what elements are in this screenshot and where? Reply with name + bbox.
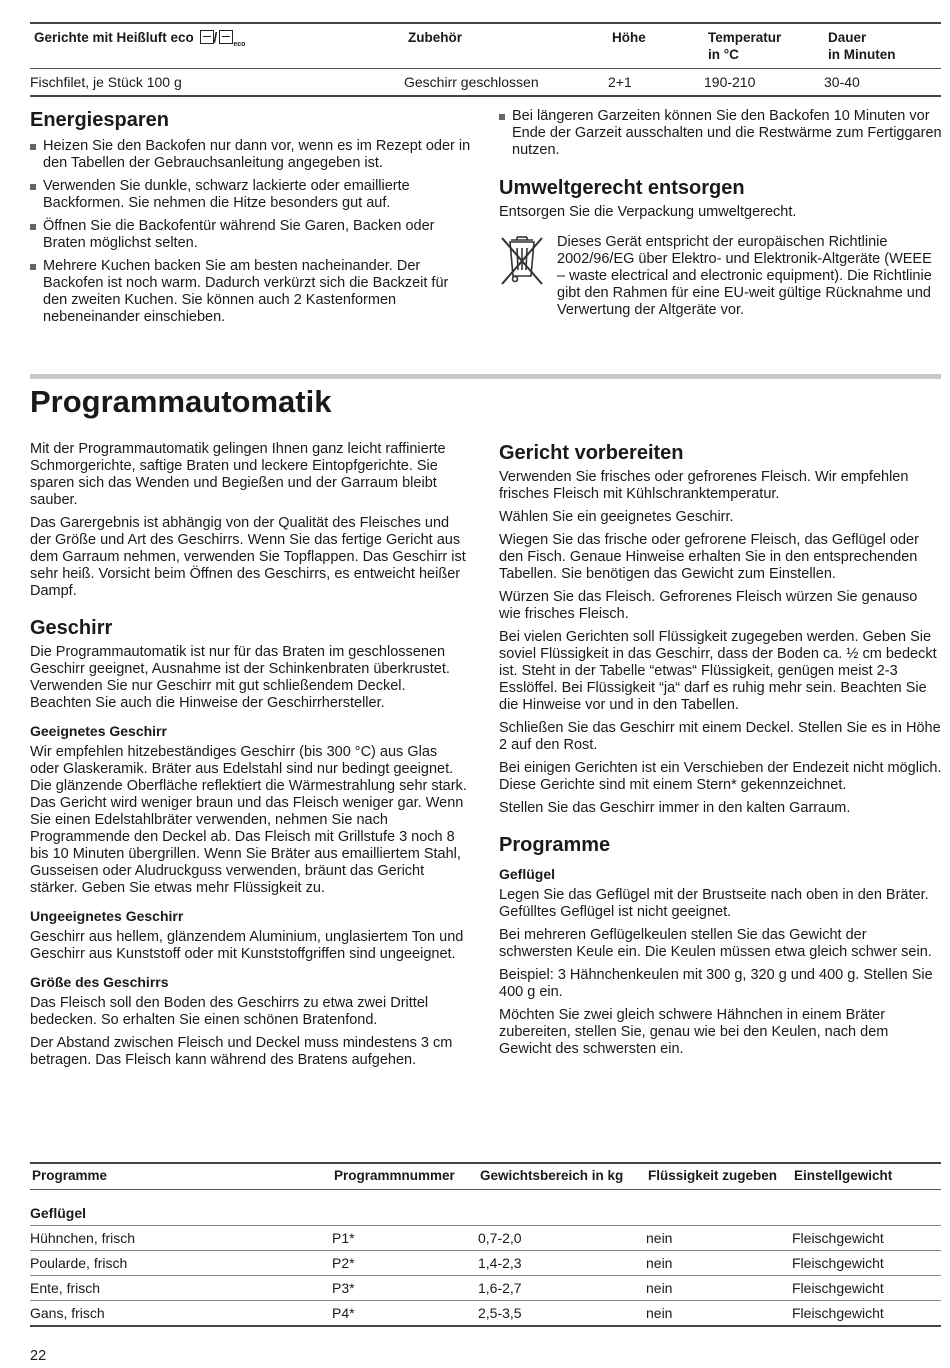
table-row — [30, 1276, 941, 1301]
bullet-icon — [499, 114, 505, 120]
cell-liquid: nein — [646, 1276, 792, 1301]
bullet-icon — [30, 264, 36, 270]
unsuitable-title: Ungeeignetes Geschirr — [30, 908, 184, 924]
col-header-duration — [824, 23, 941, 69]
table-group-row — [30, 1190, 941, 1226]
cell-setting-weight: Fleischgewicht — [792, 1276, 941, 1301]
disposal-intro: Entsorgen Sie die Verpackung umweltgerecht. — [499, 204, 797, 220]
poultry-title: Geflügel — [499, 866, 556, 882]
cell-accessory: Geschirr geschlossen — [404, 69, 608, 97]
cell-liquid: nein — [646, 1226, 792, 1251]
list-item — [30, 258, 475, 326]
cell-liquid: nein — [646, 1301, 792, 1327]
cookware-text: Die Programmautomatik ist nur für das Braten im geschlossenen Geschirr geeignet, Ausnahme ist der Schinkenbraten überkrustet. Verwenden Sie nur Geschirr mit gut schließendem Deckel. Beachten Sie auch die Hinweise der Geschirrhersteller. — [30, 644, 450, 711]
prepare-text-3: Wiegen Sie das frische oder gefrorene Fleisch, das Geflügel oder den Fisch. Genaue Hinweise erhalten Sie in den entsprechenden Tabellen. Sie benötigen das Gewicht zum Einstellen. — [499, 532, 919, 582]
cell-program-number: P2* — [332, 1251, 478, 1276]
eco-icon-label: eco — [233, 41, 246, 48]
table-row — [30, 1226, 941, 1251]
programs-text-2: Bei mehreren Geflügelkeulen stellen Sie das Gewicht der schwersten Keule ein. Die Keulen müssen etwa gleich schwer sein. — [499, 927, 932, 960]
col-header-liquid: Flüssigkeit zugeben — [646, 1163, 792, 1190]
cell-program: Hühnchen, frisch — [30, 1226, 332, 1251]
cell-weight-range: 1,4-2,3 — [478, 1251, 646, 1276]
suitable-title: Geeignetes Geschirr — [30, 723, 167, 739]
program-left-column — [30, 441, 470, 1075]
section-divider — [30, 374, 941, 379]
list-item — [30, 178, 475, 212]
col-header-temperature — [704, 23, 824, 69]
energy-bullet-list — [30, 138, 475, 326]
cell-setting-weight: Fleischgewicht — [792, 1251, 941, 1276]
cell-program-number: P1* — [332, 1226, 478, 1251]
programs-text-1: Legen Sie das Geflügel mit der Brustseite nach oben in den Bräter. Gefülltes Geflügel ist nicht geeignet. — [499, 887, 929, 920]
temp-line1: Temperatur — [708, 30, 782, 45]
size-title: Größe des Geschirrs — [30, 974, 169, 990]
table-row — [30, 1251, 941, 1276]
col-header-dish-label: Gerichte mit Heißluft eco — [34, 30, 194, 45]
cell-program-number: P3* — [332, 1276, 478, 1301]
table-row — [30, 69, 941, 97]
prepare-text-5: Bei vielen Gerichten soll Flüssigkeit zugegeben werden. Geben Sie soviel Flüssigkeit in das Geschirr, dass der Boden ca. ½ cm bedeckt ist. Steht in der Tabelle “etwas“ Flüssigkeit, genügen meist 2-3 Esslöffel. Bei Flüssigkeit “ja“ darf es ruhig mehr sein. Beachten Sie die Hinweise vor und in den Tabellen. — [499, 629, 937, 713]
bullet-text: Öffnen Sie die Backofentür während Sie Garen, Backen oder Braten möglichst selten. — [43, 218, 435, 251]
duration-line2: in Minuten — [828, 47, 896, 62]
cell-program-number: P4* — [332, 1301, 478, 1327]
group-label: Geflügel — [30, 1190, 941, 1226]
bullet-icon — [30, 224, 36, 230]
cookware-title: Geschirr — [30, 617, 113, 639]
cell-liquid: nein — [646, 1251, 792, 1276]
col-header-program: Programme — [30, 1163, 332, 1190]
prepare-text-6: Schließen Sie das Geschirr mit einem Deckel. Stellen Sie es in Höhe 2 auf den Rost. — [499, 720, 941, 753]
unsuitable-text: Geschirr aus hellem, glänzendem Aluminium, unglasiertem Ton und Geschirr aus Kunststoff oder mit Kunststoffgriffen sind ungeeignet. — [30, 929, 464, 962]
cell-temperature: 190-210 — [704, 69, 824, 97]
prepare-text-7: Bei einigen Gerichten ist ein Verschieben der Endezeit nicht möglich. Diese Gerichte sind mit einem Stern* gekennzeichnet. — [499, 760, 942, 793]
col-header-accessory: Zubehör — [404, 23, 608, 69]
programs-title: Programme — [499, 834, 611, 856]
duration-line1: Dauer — [828, 30, 867, 45]
cell-weight-range: 1,6-2,7 — [478, 1276, 646, 1301]
bullet-text: Verwenden Sie dunkle, schwarz lackierte oder emaillierte Backformen. Sie nehmen die Hitze besonders gut auf. — [43, 178, 410, 211]
temp-line2: in °C — [708, 47, 739, 62]
cell-program: Ente, frisch — [30, 1276, 332, 1301]
table-row — [30, 1301, 941, 1327]
energy-section — [30, 108, 475, 332]
weee-crossed-bin-icon — [499, 234, 545, 288]
size-text-2: Der Abstand zwischen Fleisch und Deckel muss mindestens 3 cm betragen. Das Fleisch kann während des Bratens aufgehen. — [30, 1035, 453, 1068]
hot-air-eco-table — [30, 22, 941, 97]
prepare-text-2: Wählen Sie ein geeignetes Geschirr. — [499, 509, 734, 525]
bullet-text: Mehrere Kuchen backen Sie am besten nacheinander. Der Backofen ist noch warm. Dadurch verkürzt sich die Backzeit für den zweiten Kuchen. Sie können auch 2 Kastenformen nebeneinander einschieben. — [43, 258, 449, 325]
cell-weight-range: 2,5-3,5 — [478, 1301, 646, 1327]
list-item — [30, 218, 475, 252]
cell-dish: Fischfilet, je Stück 100 g — [30, 69, 404, 97]
page-number: 22 — [30, 1348, 47, 1364]
disposal-section — [499, 176, 942, 221]
col-header-weight-range: Gewichtsbereich in kg — [478, 1163, 646, 1190]
cell-program: Gans, frisch — [30, 1301, 332, 1327]
col-header-dish: Gerichte mit Heißluft eco / $_{eco}$ — [30, 23, 404, 69]
prepare-text-4: Würzen Sie das Fleisch. Gefrorenes Fleisch würzen Sie genauso wie frisches Fleisch. — [499, 589, 918, 622]
col-header-program-number: Programmnummer — [332, 1163, 478, 1190]
programs-text-3: Beispiel: 3 Hähnchenkeulen mit 300 g, 320 g und 400 g. Stellen Sie 400 g ein. — [499, 967, 933, 1000]
programs-text-4: Möchten Sie zwei gleich schwere Hähnchen in einem Bräter zubereiten, stellen Sie, genau wie bei den Keulen, nach dem Gewicht des schwersten ein. — [499, 1007, 889, 1057]
cell-setting-weight: Fleischgewicht — [792, 1301, 941, 1327]
prepare-text-1: Verwenden Sie frisches oder gefrorenes Fleisch. Wir empfehlen frisches Fleisch mit Kühlschranktemperatur. — [499, 469, 909, 502]
cell-setting-weight: Fleischgewicht — [792, 1226, 941, 1251]
list-item — [499, 108, 942, 159]
weee-text: Dieses Gerät entspricht der europäischen Richtlinie 2002/96/EG über Elektro- und Elektronik-Altgeräte (WEEE – waste electrical and electronic equipment). Die Richtlinie gibt den Rahmen für eine EU-weit gültige Rücknahme und Verwertung der Altgeräte vor. — [557, 234, 932, 318]
program-title: Programmautomatik — [30, 384, 332, 419]
program-intro-2: Das Garergebnis ist abhängig von der Qualität des Fleisches und der Größe und Art des Geschirrs. Wenn Sie das fertige Gericht aus dem Garraum nehmen, verwenden Sie Topflappen. Das Geschirr ist sehr heiß. Vorsicht beim Öffnen des Geschirrs, es entweicht heißer Dampf. — [30, 515, 466, 599]
size-text-1: Das Fleisch soll den Boden des Geschirrs zu etwa zwei Drittel bedecken. So erhalten Sie einen schönen Bratenfond. — [30, 995, 429, 1028]
suitable-text: Wir empfehlen hitzebeständiges Geschirr (bis 300 °C) aus Glas oder Glaskeramik. Bräter aus Edelstahl sind nur bedingt geeignet. Die glänzende Oberfläche reflektiert die Wärmestrahlung sehr stark. Das Gericht wird weniger braun und das Fleisch weniger gar. Wenn Sie einen Edelstahlbräter verwenden, nehmen Sie nach Programmende den Deckel ab. Das Fleisch mit Grillstufe 3 noch 8 bis 10 Minuten übergrillen. Wenn Sie Bräter aus emailliertem Stahl, Gusseisen oder Aludruckguss verwenden, bräunt das Gericht stärker. Geben Sie etwas mehr Flüssigkeit zu. — [30, 744, 467, 896]
col-header-setting-weight: Einstellgewicht — [792, 1163, 941, 1190]
cell-duration: 30-40 — [824, 69, 941, 97]
col-header-height: Höhe — [608, 23, 704, 69]
program-table — [30, 1162, 941, 1327]
disposal-title: Umweltgerecht entsorgen — [499, 177, 745, 199]
energy-section-continued — [499, 108, 942, 165]
cell-program: Poularde, frisch — [30, 1251, 332, 1276]
energy-bullet-list-continued — [499, 108, 942, 159]
program-intro-1: Mit der Programmautomatik gelingen Ihnen ganz leicht raffinierte Schmorgerichte, saftige Braten und leckere Eintopfgerichte. Sie sparen sich das Wenden und Begießen und der Garraum bleibt sauber. — [30, 441, 446, 508]
bullet-text: Heizen Sie den Backofen nur dann vor, wenn es im Rezept oder in den Tabellen der Gebrauchsanleitung angegeben ist. — [43, 138, 471, 171]
prepare-text-8: Stellen Sie das Geschirr immer in den kalten Garraum. — [499, 800, 851, 816]
energy-title: Energiesparen — [30, 109, 169, 131]
cell-weight-range: 0,7-2,0 — [478, 1226, 646, 1251]
cell-height: 2+1 — [608, 69, 704, 97]
eco-icon — [219, 30, 233, 44]
hot-air-icon — [200, 30, 214, 44]
bullet-text: Bei längeren Garzeiten können Sie den Backofen 10 Minuten vor Ende der Garzeit ausschalten und die Restwärme zum Fertiggaren nutzen. — [512, 108, 942, 158]
prepare-title: Gericht vorbereiten — [499, 442, 684, 464]
program-right-column — [499, 441, 942, 1064]
list-item — [30, 138, 475, 172]
bullet-icon — [30, 144, 36, 150]
bullet-icon — [30, 184, 36, 190]
